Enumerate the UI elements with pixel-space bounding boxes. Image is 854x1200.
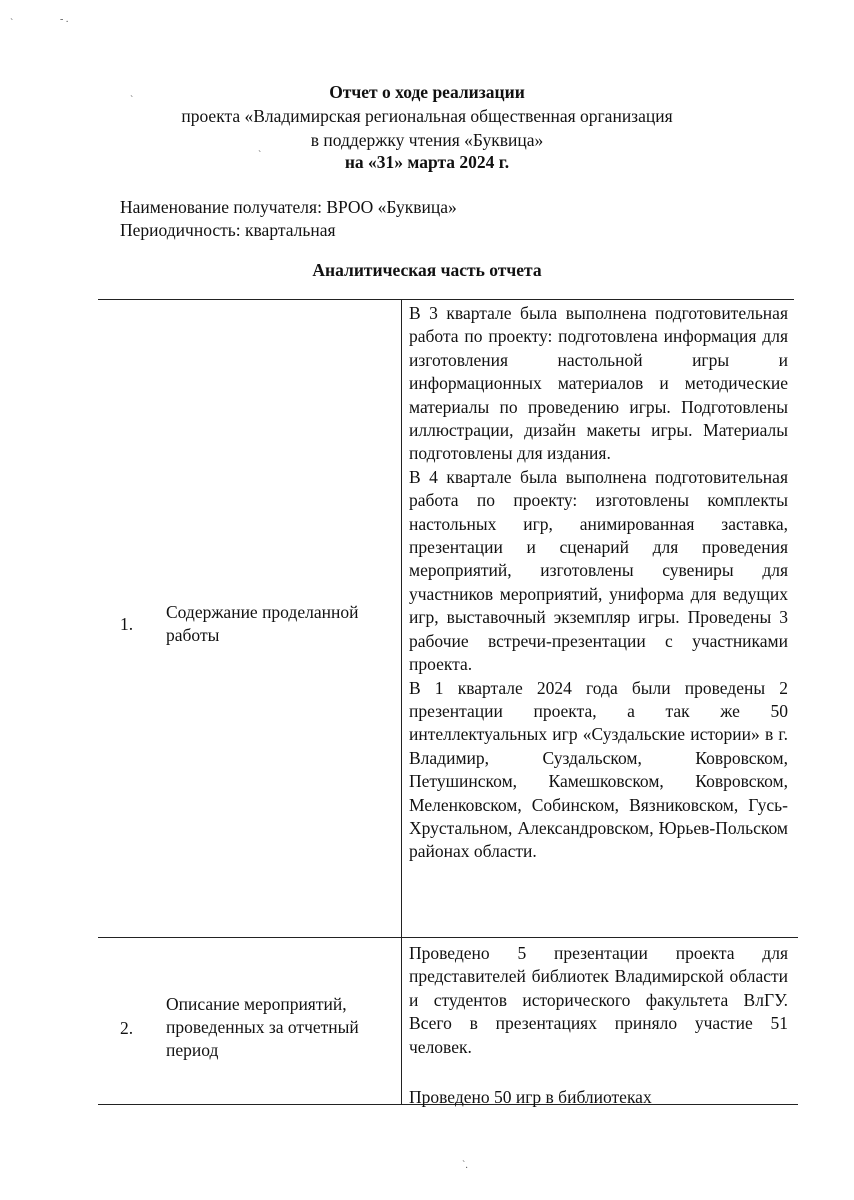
report-title: Отчет о ходе реализации bbox=[329, 82, 525, 102]
periodicity-line: Периодичность: квартальная bbox=[120, 220, 336, 240]
report-date: на «31» марта 2024 г. bbox=[344, 152, 510, 172]
scan-speck: ˋ bbox=[130, 95, 134, 106]
row-divider bbox=[98, 937, 798, 938]
content-paragraph: Проведено 5 презентации проекта для представителей библиотек Владимирской области и студентов исторического факультета ВлГУ. Всего в презентациях приняло участие 51 человек. bbox=[409, 943, 788, 1057]
row-number: 1. bbox=[120, 614, 134, 634]
row-content bbox=[409, 302, 788, 864]
column-divider bbox=[401, 300, 402, 1104]
recipient-line: Наименование получателя: ВРОО «Буквица» bbox=[120, 197, 457, 217]
table-top-border bbox=[98, 299, 794, 300]
section-title: Аналитическая часть отчета bbox=[312, 260, 542, 280]
scan-speck: ˋ. bbox=[462, 1160, 468, 1171]
scan-speck: ˋ bbox=[258, 150, 262, 161]
row-number: 2. bbox=[120, 1018, 134, 1038]
scan-speck: ˋ bbox=[10, 18, 14, 29]
content-paragraph: В 3 квартале была выполнена подготовительная работа по проекту: подготовлена информация для изготовления настольной игры и информационных материалов и методические материалы по проведению игры. Подготовлены иллюстрации, дизайн макеты игры. Материалы подготовлены для издания. bbox=[409, 303, 788, 464]
scan-speck: - . bbox=[60, 14, 69, 25]
content-paragraph: В 4 квартале была выполнена подготовительная работа по проекту: изготовлены комплекты настольных игр, анимированная заставка, презентации и сценарий для проведения мероприятий, изготовлены сувениры для участников мероприятий, униформа для ведущих игр, выставочный экземпляр игры. Проведены 3 рабочие встречи-презентации с участниками проекта. bbox=[409, 466, 788, 675]
project-name-line2: в поддержку чтения «Буквица» bbox=[310, 130, 544, 150]
content-paragraph: В 1 квартале 2024 года были проведены 2 презентации проекта, а так же 50 интеллектуальных игр «Суздальские истории» в г. Владимир, Суздальском, Ковровском, Петушинском, Камешковском, Ковровском, Меленковском, Собинском, Вязниковском, Гусь-Хрустальном, Александровском, Юрьев-Польском районах области. bbox=[409, 677, 788, 862]
row-label: Описание мероприятий, проведенных за отчетный период bbox=[166, 994, 359, 1060]
row-content bbox=[409, 942, 788, 1109]
project-name-line1: проекта «Владимирская региональная общественная организация bbox=[181, 106, 673, 126]
row-label: Содержание проделанной работы bbox=[166, 602, 359, 645]
content-paragraph: Проведено 50 игр в библиотеках bbox=[409, 1087, 652, 1108]
